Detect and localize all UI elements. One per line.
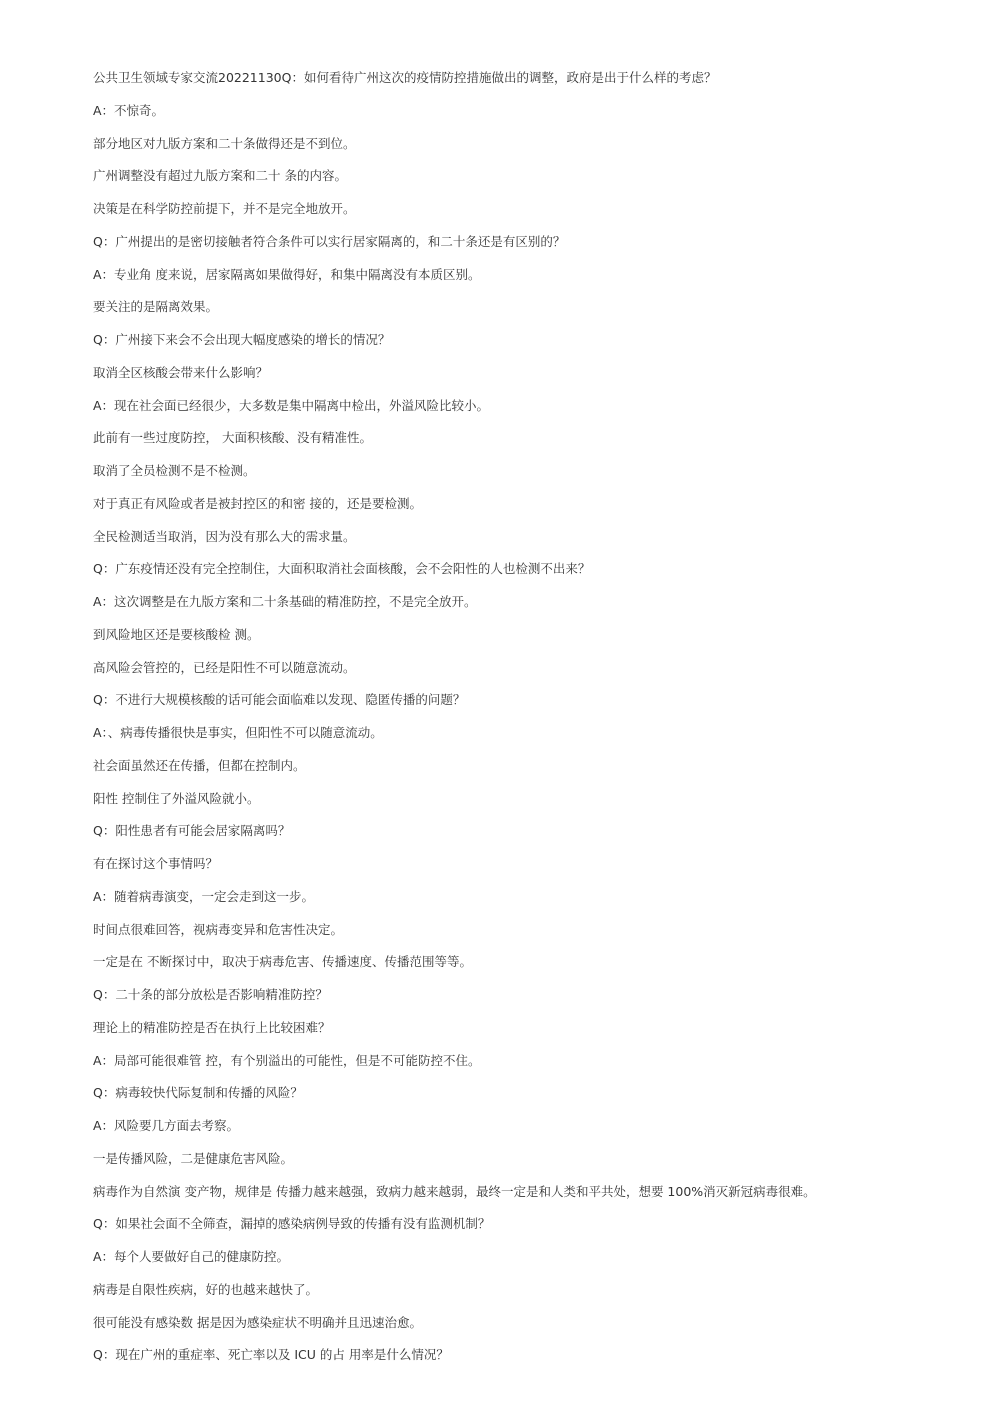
text-line: 病毒是自限性疾病，好的也越来越快了。	[93, 1281, 319, 1297]
text-line: 取消了全员检测不是不检测。	[93, 463, 256, 478]
text-line: 理论上的精准防控是否在执行上比较困难？	[93, 1019, 331, 1035]
text-line: A：现在社会面已经很少，大多数是集中隔离中检出，外溢风险比较小。	[93, 397, 490, 413]
text-line: Q：阳性患者有可能会居家隔离吗？	[93, 823, 291, 839]
text-line: 很可能没有感染数 据是因为感染症状不明确并且迅速治愈。	[93, 1314, 422, 1330]
document-body	[93, 66, 953, 1376]
text-line: Q：如果社会面不全筛查，漏掉的感染病例导致的传播有没有监测机制？	[93, 1216, 491, 1232]
text-line: Q：不进行大规模核酸的话可能会面临难以发现、隐匿传播的问题？	[93, 692, 466, 708]
text-line: A：这次调整是在九版方案和二十条基础的精准防控，不是完全放开。	[93, 594, 477, 609]
text-line: A：随着病毒演变，一定会走到这一步。	[93, 888, 315, 904]
text-line: 一定是在 不断探讨中，取决于病毒危害、传播速度、传播范围等等。	[93, 954, 472, 970]
text-line: 到风险地区还是要核酸检 测。	[93, 626, 260, 642]
text-line: Q：广东疫情还没有完全控制住，大面积取消社会面核酸，会不会阳性的人也检测不出来？	[93, 561, 591, 577]
text-line: 公共卫生领域专家交流20221130Q：如何看待广州这次的疫情防控措施做出的调整，政府是出于什么样的考虑？	[93, 70, 717, 85]
text-line: 全民检测适当取消，因为没有那么大的需求量。	[93, 528, 356, 544]
text-line: 时间点很难回答，视病毒变异和危害性决定。	[93, 921, 344, 937]
text-line: Q：广州接下来会不会出现大幅度感染的增长的情况？	[93, 332, 391, 347]
text-line: Q：广州提出的是密切接触者符合条件可以实行居家隔离的，和二十条还是有区别的？	[93, 233, 566, 249]
text-line: 广州调整没有超过九版方案和二十 条的内容。	[93, 168, 347, 184]
text-line: 此前有一些过度防控， 大面积核酸、没有精准性。	[93, 430, 372, 446]
text-line: 部分地区对九版方案和二十条做得还是不到位。	[93, 135, 356, 151]
text-line: 病毒作为自然演 变产物，规律是 传播力越来越强，致病力越来越弱，最终一定是和人类和平共处，想要 100%消灭新冠病毒很难。	[93, 1183, 816, 1199]
text-line: A：不惊奇。	[93, 102, 165, 118]
text-line: Q：二十条的部分放松是否影响精准防控？	[93, 987, 328, 1002]
text-line: 阳性 控制住了外溢风险就小。	[93, 790, 260, 806]
text-line: A：、病毒传播很快是事实，但阳性不可以随意流动。	[93, 725, 383, 740]
text-line: Q：病毒较快代际复制和传播的风险？	[93, 1085, 303, 1101]
text-line: A：风险要几方面去考察。	[93, 1118, 240, 1133]
text-line: 有在探讨这个事情吗？	[93, 856, 219, 871]
text-line: 一是传播风险，二是健康危害风险。	[93, 1150, 294, 1166]
text-line: 对于真正有风险或者是被封控区的和密 接的，还是要检测。	[93, 495, 422, 511]
text-line: 社会面虽然还在传播，但都在控制内。	[93, 757, 306, 773]
text-line: 要关注的是隔离效果。	[93, 299, 219, 315]
text-line: 取消全区核酸会带来什么影响？	[93, 364, 269, 380]
text-line: 高风险会管控的，已经是阳性不可以随意流动。	[93, 659, 356, 675]
text-line: A：专业角 度来说，居家隔离如果做得好，和集中隔离没有本质区别。	[93, 266, 481, 282]
text-line: Q：现在广州的重症率、死亡率以及 ICU 的占 用率是什么情况？	[93, 1347, 449, 1363]
text-line: A：局部可能很难管 控，有个别溢出的可能性，但是不可能防控不住。	[93, 1052, 481, 1068]
text-line: 决策是在科学防控前提下，并不是完全地放开。	[93, 201, 356, 216]
text-line: A：每个人要做好自己的健康防控。	[93, 1249, 290, 1264]
